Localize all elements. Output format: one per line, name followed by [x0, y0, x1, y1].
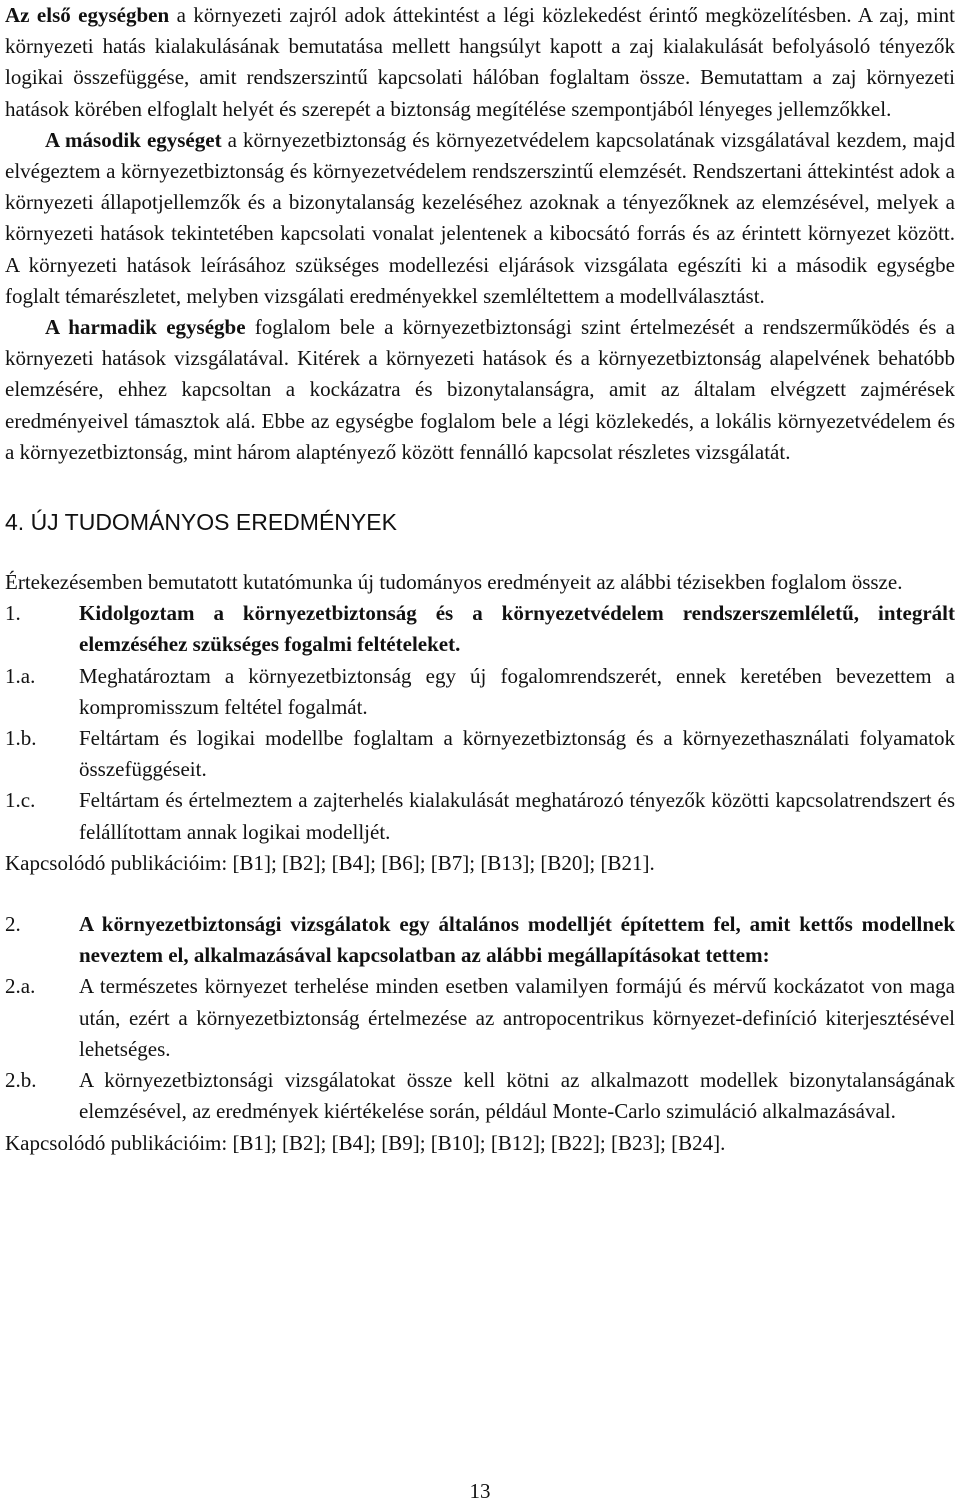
intro-paragraph-3	[5, 312, 955, 468]
intro-lead-2: A második egységet	[45, 127, 222, 152]
thesis-sub-number: 2.b.	[5, 1068, 37, 1093]
thesis-sub-text: Feltártam és értelmeztem a zajterhelés kialakulását meghatározó tényezők közötti kapcsolatrendszert és felállítottam annak logikai modelljét.	[79, 788, 955, 844]
thesis-sub-text: A környezetbiztonsági vizsgálatokat össze kell kötni az alkalmazott modellek bizonytalanságának elemzésével, az eredmények kiértékelése során, például Monte-Carlo szimuláció alkalmazásával.	[79, 1068, 955, 1124]
thesis-sub-text: Meghatároztam a környezetbiztonság egy új fogalomrendszerét, ennek keretében bevezettem a kompromisszum feltétel fogalmát.	[79, 663, 955, 719]
related-publications: Kapcsolódó publikációim: [B1]; [B2]; [B4]; [B6]; [B7]; [B13]; [B20]; [B21].	[5, 850, 655, 875]
intro-lead-1: Az első egységben	[5, 3, 170, 27]
section-heading: 4. ÚJ TUDOMÁNYOS EREDMÉNYEK	[5, 509, 397, 536]
thesis-title: Kidolgoztam a környezetbiztonság és a környezetvédelem rendszerszemléletű, integrált elemzéséhez szükséges fogalmi feltételeket.	[79, 601, 955, 657]
document-page	[5, 0, 955, 1159]
thesis-sub-item	[5, 661, 955, 723]
intro-paragraph-2	[5, 125, 955, 312]
thesis-sub-text: A természetes környezet terhelése minden esetben valamilyen formájú és mérvű kockázatot von maga után, ezért a környezetbiztonság értelmezése az antropocentrikus környezet-definíció kiterjesztésével lehetséges.	[79, 974, 955, 1061]
thesis-sub-item	[5, 723, 955, 785]
thesis-title: A környezetbiztonsági vizsgálatok egy általános modelljét építettem fel, amit kettős modellnek neveztem el, alkalmazásával kapcsolatban az alábbi megállapításokat tettem:	[79, 912, 955, 968]
thesis-sub-item	[5, 971, 955, 1065]
section-lead: Értekezésemben bemutatott kutatómunka új tudományos eredményeit az alábbi tézisekben foglalom össze.	[5, 570, 903, 595]
thesis-sub-number: 2.a.	[5, 974, 36, 999]
thesis-sub-item	[5, 785, 955, 847]
thesis-sub-text: Feltártam és logikai modellbe foglaltam a környezetbiztonság és a környezethasználati folyamatok összefüggéseit.	[79, 726, 955, 782]
related-publications: Kapcsolódó publikációim: [B1]; [B2]; [B4]; [B9]; [B10]; [B12]; [B22]; [B23]; [B24].	[5, 1130, 726, 1155]
intro-lead-3: A harmadik egységbe	[45, 315, 246, 340]
thesis-sub-number: 1.c.	[5, 788, 36, 813]
thesis-number: 1.	[5, 601, 21, 626]
intro-text-1: a környezeti zajról adok áttekintést a légi közlekedést érintő megközelítésben. A zaj, mint környezeti hatás kialakulásának bemutatása mellett hangsúlyt kapott a zaj kialakulását befolyásoló tényezők logikai összefüggése, amit rendszerszintű kapcsolati hálóban foglaltam össze. Bemutattam a zaj környezeti hatások körében elfoglalt helyét és szerepét a biztonság megítélése szempontjából lényeges jellemzőkkel.	[5, 3, 955, 121]
thesis-number: 2.	[5, 912, 21, 937]
intro-paragraph-1	[5, 0, 955, 125]
intro-text-3: foglalom bele a környezetbiztonsági szint értelmezését a rendszerműködés és a környezeti hatások vizsgálatával. Kitérek a környezeti hatások és a környezetbiztonság alapelvének behatóbb elemzésére, ehhez kapcsoltan a kockázatra és bizonytalanságra, amit az általam elvégzett zajmérések eredményeivel támasztok alá. Ebbe az egységbe foglalom bele a légi közlekedés, a lokális környezetvédelem és a környezetbiztonság, mint három alaptényező között fennálló kapcsolat részletes vizsgálatát.	[5, 315, 955, 464]
thesis-sub-item	[5, 1065, 955, 1127]
thesis-1	[5, 598, 955, 660]
page-number: 13	[469, 1479, 491, 1503]
intro-text-2: a környezetbiztonság és környezetvédelem kapcsolatának vizsgálatával kezdem, majd elvégeztem a környezetbiztonság és környezetvédelem rendszerszintű elemzését. Rendszertani áttekintést adok a környezeti állapotjellemzők és a bizonytalanság kezeléséhez azoknak a tényezőknek az elemzésével, melyek a környezeti hatások tekintetében kapcsolati vonalat jelentenek a kibocsátó forrás és az érintett környezet között. A környezeti hatások leírásához szükséges modellezési eljárások vizsgálata egészíti ki a második egységbe foglalt témarészletet, melyben vizsgálati eredményekkel szemléltettem a modellválasztást.	[5, 127, 955, 308]
thesis-sub-number: 1.b.	[5, 726, 37, 751]
thesis-sub-number: 1.a.	[5, 663, 36, 688]
thesis-2	[5, 909, 955, 971]
